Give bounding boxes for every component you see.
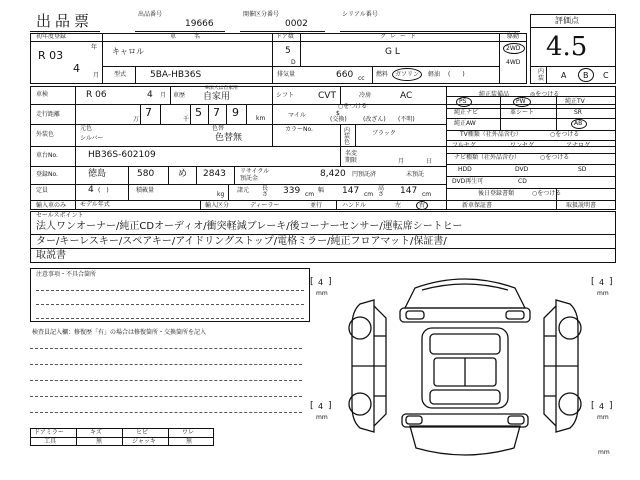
serial-label: シリアル番号 [342, 11, 378, 18]
wid-label: 幅 [318, 187, 325, 194]
mileage-km: km [256, 115, 266, 122]
drive-label: 駆動 [507, 33, 520, 40]
score-label: 評価点 [555, 16, 579, 25]
legend-r-1: 工具 [44, 438, 57, 445]
legend-h-3: ヒビ [136, 429, 149, 436]
shift: CVT [318, 91, 336, 101]
tire-rr-unit: mm [597, 414, 609, 421]
handle-right: 右 [419, 202, 426, 209]
legend-h-2: キズ [90, 429, 102, 436]
drive-2wd: 2WD [506, 45, 521, 52]
nav-label: ナビ種類（社外品含む） [454, 154, 521, 161]
interior-color-label: 内装色 [344, 127, 351, 146]
year-unit: 年 [91, 44, 98, 51]
nav-dvd: DVD [515, 166, 529, 173]
light-oil-label: 軽油 [428, 71, 441, 78]
car-right-side-view [544, 300, 581, 432]
opt-tv: 純正TV [565, 98, 585, 105]
reg-class: 580 [137, 169, 155, 179]
drive-4wd: 4WD [506, 59, 521, 66]
usage: 自家用 [203, 92, 231, 102]
recycle: 8,420 [320, 169, 346, 179]
inspector-label: 検査員記入欄：修復歴「有」の場合は修復箇所・交換箇所を記入 [32, 329, 207, 336]
hei-label: 高さ [378, 185, 385, 198]
tv-one: ワンセグ [510, 142, 535, 149]
tire-rr-value: 4 [599, 402, 605, 411]
opt-ps: PS [459, 98, 467, 105]
grade-col-label: グレード [380, 33, 421, 40]
serial-underline [340, 31, 520, 32]
length-unit: cm [305, 191, 315, 198]
disp: 660 [336, 70, 354, 80]
tire-fr-unit: mm [597, 290, 609, 297]
model-year-label: モデル年式 [80, 201, 110, 208]
chassis-label: 車台No. [36, 152, 58, 159]
interior-score-c: C [603, 71, 609, 80]
reg-no: 2843 [203, 169, 226, 179]
import-label: 輸入車のみ [36, 202, 67, 209]
tire-fl-value: 4 [318, 278, 324, 287]
car-name: キャロル [112, 47, 144, 56]
capacity-label: 定員 [36, 187, 49, 194]
tv-label: TV種類（社外品含む） [460, 131, 522, 138]
sales-points-line-3: 取説書 [36, 250, 66, 261]
mileage-unknown: (不明) [398, 116, 415, 123]
sheet-title: 出品票 [36, 12, 94, 30]
doors-unit: D [291, 59, 296, 66]
import-type-label: 輸入区分 [205, 202, 230, 209]
interior-color: ブラック [372, 130, 396, 137]
tire-rl-unit: mm [316, 414, 328, 421]
disp-unit: cc [358, 75, 365, 82]
sales-points-line-1: 法人ワンオーナー/純正CDオーディオ/衝突軽減ブレーキ/後コーナーセンサー/運転席シートヒー [36, 221, 463, 232]
caution-label: 注意事項・不具合箇所 [36, 271, 97, 278]
chassis: HB36S-602109 [88, 150, 156, 160]
load-label: 積載量 [136, 187, 155, 194]
car-diagram [330, 266, 600, 466]
warranty-label: 名変期限 [345, 150, 358, 164]
first-reg-year: R 03 [38, 49, 64, 62]
tire-rr-bracket: [ [591, 401, 595, 411]
mileage-digit-3: 7 [213, 106, 220, 119]
doors-label: ドア数 [276, 33, 294, 40]
cd-label: CD [518, 178, 527, 185]
mileage-tamper: (改ざん) [363, 116, 386, 123]
exhibit-no-underline [135, 31, 225, 32]
car-name-label: 車名 [170, 33, 219, 40]
legend-r-2: 無 [96, 438, 103, 445]
import-parallel: 並行 [310, 202, 323, 209]
recycle-status: 未預託 [406, 171, 425, 178]
height: 147 [400, 186, 418, 196]
mileage-hint: ○をつける [338, 103, 368, 110]
handle-label: ハンドル [342, 202, 367, 209]
recycle-label: リサイクル預託金 [240, 168, 270, 182]
fuel-other: ( ) [448, 71, 465, 78]
venue-no-underline [240, 31, 325, 32]
first-reg-label: 初年度登録 [36, 33, 67, 40]
color-change: 色替無 [215, 133, 243, 143]
handle-left: 左 [395, 202, 402, 209]
dvd-label: DVD再生可 [452, 178, 484, 185]
color-orig-label: 元色 [80, 125, 93, 132]
tire-rl-bracket-end: ] [328, 401, 332, 411]
exhibit-no-label: 出品番号 [138, 11, 163, 18]
tire-fl-unit: mm [316, 290, 328, 297]
tire-fl-bracket: [ [310, 277, 314, 287]
inspection-year: R 06 [86, 90, 107, 100]
fuel-value: ガソリン [395, 71, 420, 78]
options-hint: ◎をつける [530, 91, 560, 98]
legend-h-1: ドアミラー [34, 429, 64, 436]
opt-nav: 純正ナビ [454, 109, 479, 116]
first-reg-month: 4 [73, 62, 80, 75]
ac-label: 冷房 [359, 92, 372, 99]
mileage-digit-1: 7 [145, 106, 152, 119]
length: 339 [283, 186, 301, 196]
warranty-day: 日 [426, 158, 433, 165]
reg-label: 登録No. [36, 171, 58, 178]
color-no-label: カラーNo. [285, 126, 313, 133]
opt-seat: 革シート [510, 109, 535, 116]
later-docs-label: 後日登録書類 [478, 190, 515, 197]
reg-kana: め [178, 169, 188, 179]
nav-hdd: HDD [458, 166, 472, 173]
title-underline [30, 31, 100, 32]
car-left-side-view [349, 300, 386, 432]
car-top-view [422, 328, 508, 408]
usage-label: 車歴 [173, 92, 186, 99]
mile-label: マイル [288, 112, 306, 119]
interior-score-b: B [583, 71, 589, 80]
options-label: 純正装備品 [479, 91, 510, 98]
tire-fr-value: 4 [599, 278, 605, 287]
opt-pw: PW [516, 98, 526, 105]
import-dealer: ディーラー [250, 202, 280, 209]
width: 147 [342, 186, 360, 196]
reg-area: 徳島 [88, 169, 107, 179]
opt-aw: 純正AW [454, 120, 476, 127]
load-unit: kg [217, 191, 225, 198]
len-label: 長さ [262, 185, 269, 198]
color-change-label: 色替 [212, 125, 225, 132]
recycle-unit: 円預託済 [352, 171, 377, 178]
opt-sr: SR [574, 109, 582, 116]
legend-r-3: ジャッキ [132, 438, 156, 445]
sales-points-label: セールスポイント [36, 212, 84, 219]
month-unit: 月 [93, 72, 100, 79]
model: 5BA-HB36S [150, 70, 202, 80]
tv-full: フルセグ [452, 142, 476, 149]
color-label: 外装色 [36, 131, 55, 138]
tire-rr-bracket-end: ] [609, 401, 613, 411]
inspection-label: 車検 [36, 91, 49, 98]
mileage-label: 走行距離 [36, 111, 61, 118]
width-unit: cm [364, 191, 374, 198]
color-value: シルバー [80, 135, 104, 142]
venue-no: 0002 [285, 19, 308, 29]
mileage-man: 万 [133, 116, 140, 123]
capacity: 4 [88, 185, 94, 195]
usage-note: ※法人は自家用 [205, 85, 238, 91]
legend-h-4: ワレ [182, 429, 195, 436]
diagram-corner-unit: mm [598, 449, 610, 456]
tv-analog: アナログ [566, 142, 591, 149]
dim-label: 諸元 [237, 187, 250, 194]
fuel-label: 燃料 [376, 71, 389, 78]
venue-no-label: 開催区分番号 [243, 11, 280, 18]
disp-label: 排気量 [277, 71, 296, 78]
car-front-view [400, 279, 530, 322]
interior-label: 内装 [538, 68, 545, 82]
tv-hint: ○をつける [550, 131, 580, 138]
tire-rl-bracket: [ [310, 401, 314, 411]
height-unit: cm [422, 191, 432, 198]
mileage-dollar: $ [336, 110, 340, 117]
tire-rl-value: 4 [318, 402, 324, 411]
inspection-month-unit: 月 [160, 92, 167, 99]
capacity-unit: ( ) [98, 187, 109, 194]
shift-label: シフト [276, 92, 295, 99]
later-docs-hint: ○をつける [532, 190, 562, 197]
manual: 取扱説明書 [566, 202, 597, 209]
model-label: 型式 [114, 71, 127, 78]
tire-fr-bracket: [ [591, 277, 595, 287]
new-warranty: 新車保証書 [462, 202, 493, 209]
exhibit-no: 19666 [185, 19, 214, 29]
tire-fr-bracket-end: ] [609, 277, 613, 287]
inspection-month: 4 [147, 90, 153, 100]
legend-r-4: 無 [186, 438, 193, 445]
opt-ab: AB [574, 120, 583, 127]
interior-score-a: A [561, 71, 567, 80]
sales-points-line-2: ター/キーレスキー/スペアキー/アイドリングストップ/電格ミラー/純正フロアマット/保証書/ [36, 236, 447, 247]
warranty-month: 月 [398, 158, 405, 165]
car-rear-view [402, 414, 528, 455]
doors: 5 [285, 46, 291, 56]
grade-value: G L [385, 47, 400, 57]
mileage-digit-4: 9 [232, 106, 239, 119]
tire-fl-bracket-end: ] [328, 277, 332, 287]
mileage-exchange: (交換) [330, 116, 347, 123]
nav-hint: ○をつける [540, 154, 570, 161]
interior-score-selected [578, 68, 594, 82]
mileage-digit-2: 5 [195, 106, 202, 119]
ac: AC [400, 91, 413, 101]
mileage-sen: 千 [183, 116, 190, 123]
nav-sd: SD [578, 166, 587, 173]
score-value: 4.5 [546, 32, 588, 62]
